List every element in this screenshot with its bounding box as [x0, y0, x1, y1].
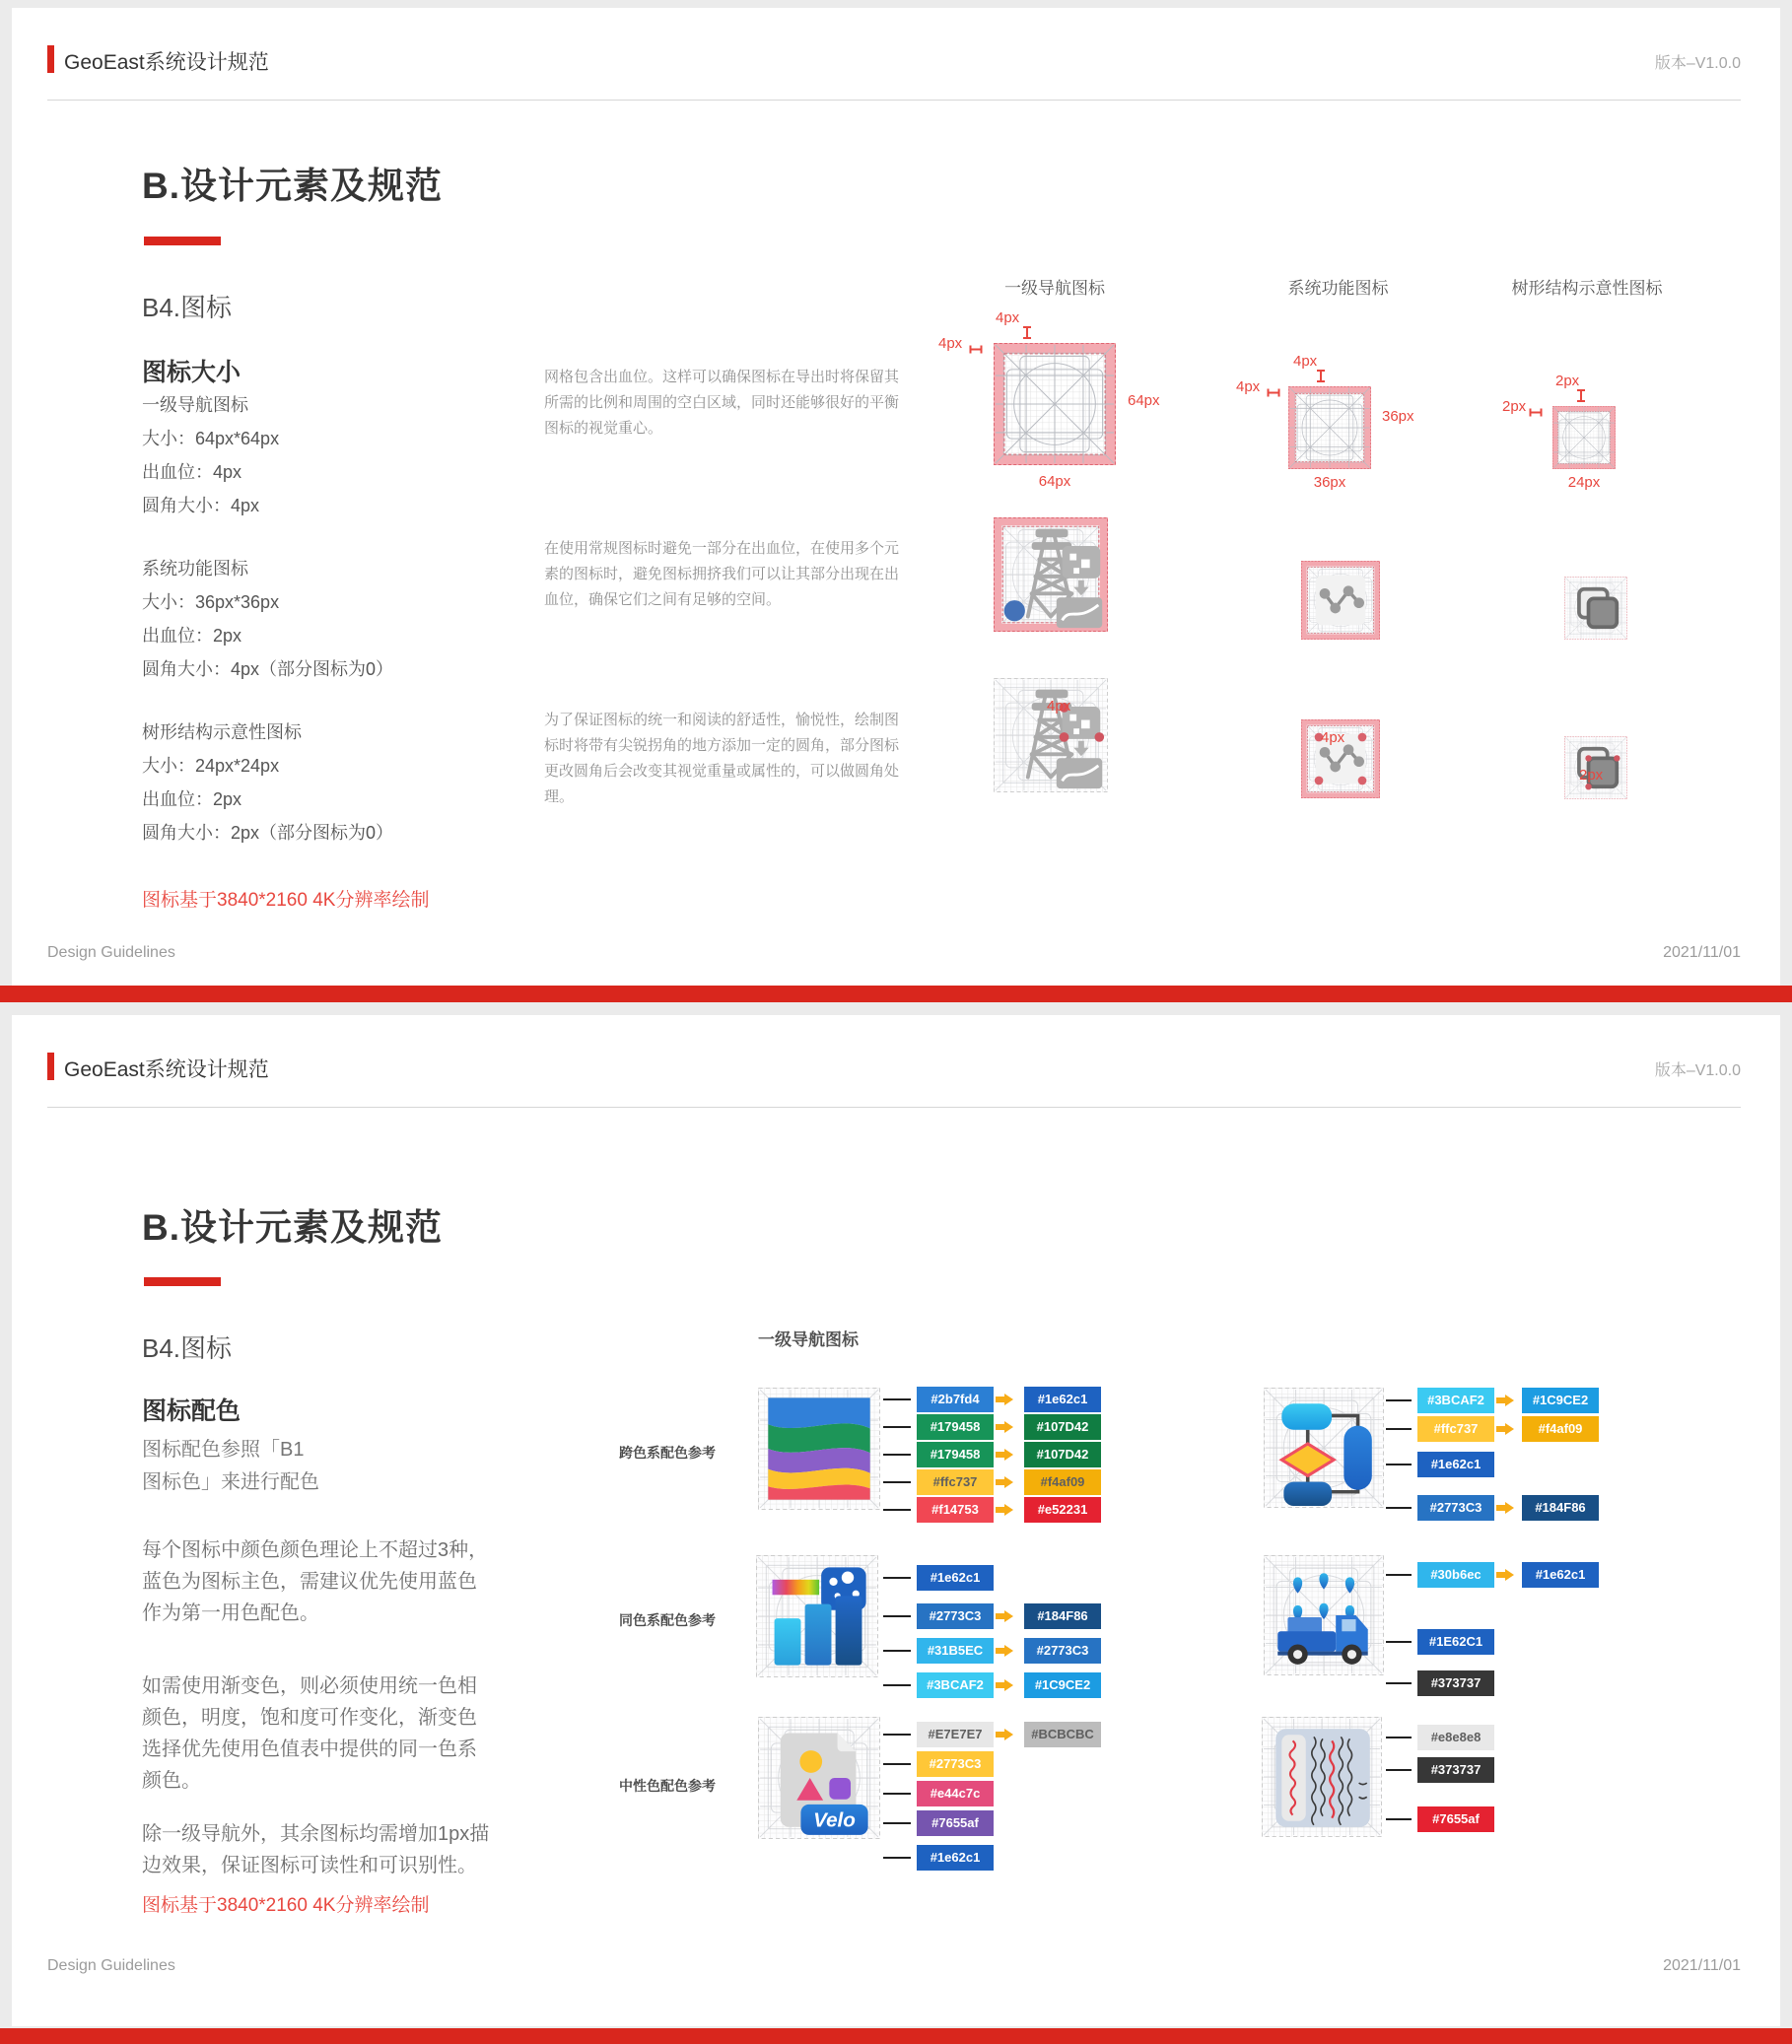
color-chip: #f4af09: [1522, 1416, 1599, 1442]
arrow-icon: [996, 1504, 1017, 1516]
paragraph-line: 选择优先使用色值表中提供的同一色系: [142, 1738, 477, 1760]
paragraph-line: 颜色。: [142, 1770, 201, 1792]
color-chip: #2b7fd4: [917, 1387, 994, 1412]
arrow-icon: [996, 1394, 1017, 1405]
color-chip: #31B5EC: [917, 1638, 994, 1664]
color-chip: #1C9CE2: [1522, 1388, 1599, 1413]
size-right-label: 36px: [1382, 408, 1414, 425]
color-chip: #107D42: [1024, 1414, 1101, 1440]
connector-line: [883, 1426, 911, 1428]
arrow-head: [1505, 1502, 1514, 1514]
resolution-note: 图标基于3840*2160 4K分辨率绘制: [142, 1895, 430, 1916]
derrick-icon-example: [994, 517, 1108, 632]
spec-line: 大小：64px*64px: [142, 429, 280, 448]
connector-line: [883, 1398, 911, 1400]
connector-line: [883, 1615, 911, 1617]
icon-grid-examples: [12, 8, 1780, 986]
document-title: GeoEast系统设计规范: [64, 1058, 269, 1081]
color-chip: #2773C3: [1417, 1495, 1494, 1521]
page-separator-bar: [0, 986, 1792, 1002]
arrow-bar: [1496, 1397, 1505, 1403]
arrow-head: [1505, 1423, 1514, 1435]
velo-badge-label: Velo: [813, 1808, 856, 1832]
bleed-top-label: 4px: [996, 309, 1020, 326]
connector-line: [883, 1577, 911, 1579]
bleed-left-mark: [1268, 389, 1280, 397]
section-title: B.设计元素及规范: [142, 1207, 443, 1248]
color-chip: #1E62C1: [1417, 1629, 1494, 1655]
spec-line: 圆角大小：2px（部分图标为0）: [142, 823, 394, 843]
color-chip: #e44c7c: [917, 1781, 994, 1806]
paragraph-line: 理。: [544, 788, 575, 805]
color-chip: #1e62c1: [917, 1845, 994, 1871]
color-chip: #1C9CE2: [1024, 1672, 1101, 1698]
paragraph-line: 每个图标中颜色颜色理论上不超过3种，: [142, 1539, 489, 1561]
subsection-title: 图标大小: [142, 359, 241, 386]
column-header: 一级导航图标: [1004, 279, 1105, 298]
spec-line: 大小：36px*36px: [142, 592, 280, 612]
paragraph-line: 血位，确保它们之间有足够的空间。: [544, 591, 782, 608]
size-bottom-label: 64px: [1038, 473, 1071, 490]
color-chip: #2773C3: [1024, 1638, 1101, 1664]
derrick-icon-corner-example: [994, 678, 1108, 792]
connector-line: [1386, 1464, 1412, 1465]
color-chip: #e8e8e8: [1417, 1725, 1494, 1750]
color-chip: #3BCAF2: [917, 1672, 994, 1698]
paragraph-line: 为了保证图标的统一和阅读的舒适性，愉悦性，绘制图: [544, 712, 900, 728]
keyline-grid-diagram: [1552, 406, 1616, 469]
color-chip: #1e62c1: [1522, 1562, 1599, 1588]
color-chip: #373737: [1417, 1757, 1494, 1783]
spec-line: 出血位：2px: [142, 789, 242, 809]
column-header: 树形结构示意性图标: [1511, 279, 1663, 298]
paragraph-line: 蓝色为图标主色，需建议优先使用蓝色: [142, 1571, 477, 1593]
arrow-bar: [996, 1452, 1004, 1458]
bleed-left-label: 4px: [1236, 378, 1261, 395]
survey-truck-icon: [1264, 1555, 1384, 1675]
footer-left: Design Guidelines: [47, 944, 175, 961]
arrow-icon: [1496, 1395, 1518, 1406]
connector-line: [1386, 1574, 1412, 1576]
paragraph-line: 图标配色参照「B1: [142, 1439, 305, 1461]
bleed-left-mark: [1530, 409, 1543, 417]
arrow-bar: [1496, 1505, 1505, 1511]
connector-line: [883, 1822, 911, 1824]
paragraph-line: 标时将带有尖锐拐角的地方添加一定的圆角，部分图标: [544, 737, 900, 754]
connector-line: [1386, 1818, 1412, 1820]
arrow-icon: [996, 1610, 1017, 1622]
paragraph-line: 如需使用渐变色，则必须使用统一色相: [142, 1675, 477, 1697]
color-chip: #ffc737: [917, 1469, 994, 1495]
keyline-grid-diagram: [1288, 386, 1371, 469]
bleed-top-label: 4px: [1293, 353, 1318, 370]
connector-line: [1386, 1641, 1412, 1643]
color-chip: #373737: [1417, 1670, 1494, 1696]
connector-line: [883, 1734, 911, 1736]
paragraph-line: 所需的比例和周围的空白区域，同时还能够很好的平衡: [544, 394, 900, 411]
color-chip: #7655af: [1417, 1806, 1494, 1832]
flowchart-icon: [1264, 1388, 1384, 1508]
connector-line: [1386, 1399, 1412, 1401]
layers-icon-example: [1564, 577, 1627, 640]
arrow-icon: [1496, 1502, 1518, 1514]
column-header: 系统功能图标: [1287, 279, 1389, 298]
document-title: GeoEast系统设计规范: [64, 51, 269, 74]
color-chip: #f4af09: [1024, 1469, 1101, 1495]
bleed-left-label: 2px: [1502, 398, 1527, 415]
arrow-head: [1004, 1645, 1013, 1657]
bleed-left-mark: [970, 346, 983, 354]
column-header: 一级导航图标: [758, 1330, 859, 1349]
resolution-note: 图标基于3840*2160 4K分辨率绘制: [142, 890, 430, 911]
corner-radius-label: 4px: [1047, 698, 1071, 715]
arrow-icon: [1496, 1569, 1518, 1581]
color-chip: #e52231: [1024, 1497, 1101, 1523]
connector-line: [883, 1454, 911, 1456]
version-label: 版本–V1.0.0: [1654, 1062, 1741, 1079]
color-chip: #f14753: [917, 1497, 994, 1523]
connector-line: [883, 1684, 911, 1686]
velo-document-icon: [758, 1717, 880, 1839]
arrow-bar: [996, 1479, 1004, 1485]
footer-right: 2021/11/01: [1663, 944, 1741, 961]
spec-line: 出血位：4px: [142, 462, 242, 482]
node-link-icon-example: [1301, 561, 1380, 640]
connector-line: [883, 1509, 911, 1511]
arrow-bar: [996, 1424, 1004, 1430]
section-id: B4.图标: [142, 293, 233, 322]
bleed-top-mark: [1317, 370, 1325, 382]
group-label: 跨色系配色参考: [619, 1445, 716, 1461]
arrow-bar: [1496, 1572, 1505, 1578]
color-chip: #179458: [917, 1414, 994, 1440]
paragraph-line: 网格包含出血位。这样可以确保图标在导出时将保留其: [544, 369, 900, 385]
color-chip: #184F86: [1024, 1603, 1101, 1629]
arrow-head: [1004, 1421, 1013, 1433]
spec-line: 圆角大小：4px: [142, 496, 260, 515]
paragraph-line: 素的图标时，避免图标拥挤我们可以让其部分出现在出: [544, 566, 900, 582]
section-id: B4.图标: [142, 1333, 233, 1363]
arrow-icon: [996, 1476, 1017, 1488]
connector-line: [883, 1793, 911, 1795]
paragraph-line: 除一级导航外，其余图标均需增加1px描: [142, 1823, 490, 1845]
bleed-left-label: 4px: [938, 335, 963, 352]
paragraph-line: 颜色，明度，饱和度可作变化，渐变色: [142, 1707, 477, 1729]
arrow-head: [1004, 1610, 1013, 1622]
footer-right: 2021/11/01: [1663, 1957, 1741, 1974]
spec-name: 一级导航图标: [142, 395, 248, 415]
arrow-icon: [996, 1645, 1017, 1657]
color-chip: #2773C3: [917, 1603, 994, 1629]
color-chip: #30b6ec: [1417, 1562, 1494, 1588]
bleed-top-mark: [1023, 326, 1031, 339]
arrow-icon: [996, 1729, 1017, 1740]
arrow-head: [1004, 1476, 1013, 1488]
arrow-icon: [1496, 1423, 1518, 1435]
arrow-head: [1505, 1395, 1514, 1406]
page-1: [12, 8, 1780, 986]
size-bottom-label: 36px: [1313, 474, 1346, 491]
color-chip: #1e62c1: [1024, 1387, 1101, 1412]
group-label: 中性色配色参考: [619, 1778, 716, 1794]
arrow-bar: [996, 1648, 1004, 1654]
subsection-title: 图标配色: [142, 1397, 241, 1425]
seismic-traces-icon: [1262, 1717, 1382, 1837]
spec-line: 出血位：2px: [142, 626, 242, 646]
arrow-head: [1004, 1504, 1013, 1516]
arrow-head: [1505, 1569, 1514, 1581]
arrow-icon: [996, 1421, 1017, 1433]
arrow-head: [1004, 1394, 1013, 1405]
arrow-icon: [996, 1679, 1017, 1691]
group-label: 同色系配色参考: [619, 1612, 716, 1628]
connector-line: [1386, 1769, 1412, 1771]
connector-line: [1386, 1507, 1412, 1509]
paragraph-line: 更改圆角后会改变其视觉重量或属性的，可以做圆角处: [544, 763, 900, 780]
color-chip: #1e62c1: [917, 1565, 994, 1591]
spec-line: 圆角大小：4px（部分图标为0）: [142, 659, 394, 679]
paragraph-line: 图标色」来进行配色: [142, 1471, 319, 1493]
arrow-bar: [1496, 1426, 1505, 1432]
paragraph-line: 在使用常规图标时避免一部分在出血位，在使用多个元: [544, 540, 900, 557]
connector-line: [1386, 1737, 1412, 1738]
arrow-bar: [996, 1507, 1004, 1513]
color-chip: #E7E7E7: [917, 1722, 994, 1747]
section-title: B.设计元素及规范: [142, 166, 443, 206]
spec-name: 树形结构示意性图标: [142, 722, 302, 742]
color-chip: #179458: [917, 1442, 994, 1467]
color-chip: #ffc737: [1417, 1416, 1494, 1442]
arrow-icon: [996, 1449, 1017, 1461]
color-chip: #184F86: [1522, 1495, 1599, 1521]
version-label: 版本–V1.0.0: [1654, 55, 1741, 72]
bottom-accent-bar: [0, 2028, 1792, 2044]
size-right-label: 64px: [1128, 392, 1160, 409]
arrow-bar: [996, 1732, 1004, 1737]
spec-name: 系统功能图标: [142, 559, 248, 579]
arrow-head: [1004, 1729, 1013, 1740]
arrow-head: [1004, 1449, 1013, 1461]
arrow-bar: [996, 1682, 1004, 1688]
icon-color-examples: [12, 1015, 1780, 2026]
spec-line: 大小：24px*24px: [142, 756, 280, 776]
strata-icon: [758, 1388, 880, 1510]
color-chip: #1e62c1: [1417, 1452, 1494, 1477]
color-chip: #107D42: [1024, 1442, 1101, 1467]
color-chip: #BCBCBC: [1024, 1722, 1101, 1747]
color-chip: #2773C3: [917, 1751, 994, 1777]
connector-line: [883, 1650, 911, 1652]
connector-line: [883, 1481, 911, 1483]
bleed-top-label: 2px: [1555, 373, 1580, 389]
connector-line: [1386, 1428, 1412, 1430]
connector-line: [883, 1857, 911, 1859]
barchart-icon: [756, 1555, 878, 1677]
connector-line: [1386, 1682, 1412, 1684]
page-2: [12, 1015, 1780, 2026]
arrow-bar: [996, 1397, 1004, 1402]
size-bottom-label: 24px: [1567, 474, 1601, 491]
bleed-top-mark: [1577, 389, 1585, 402]
paragraph-line: 图标的视觉重心。: [544, 420, 663, 437]
corner-radius-label: 4px: [1321, 729, 1345, 746]
paragraph-line: 作为第一用色配色。: [142, 1602, 319, 1624]
color-chip: #7655af: [917, 1810, 994, 1836]
keyline-grid-diagram: [994, 343, 1116, 465]
paragraph-line: 边效果，保证图标可读性和可识别性。: [142, 1855, 477, 1876]
color-chip: #3BCAF2: [1417, 1388, 1494, 1413]
footer-left: Design Guidelines: [47, 1957, 175, 1974]
connector-line: [883, 1763, 911, 1765]
arrow-head: [1004, 1679, 1013, 1691]
arrow-bar: [996, 1613, 1004, 1619]
corner-radius-label: 2px: [1579, 767, 1604, 784]
